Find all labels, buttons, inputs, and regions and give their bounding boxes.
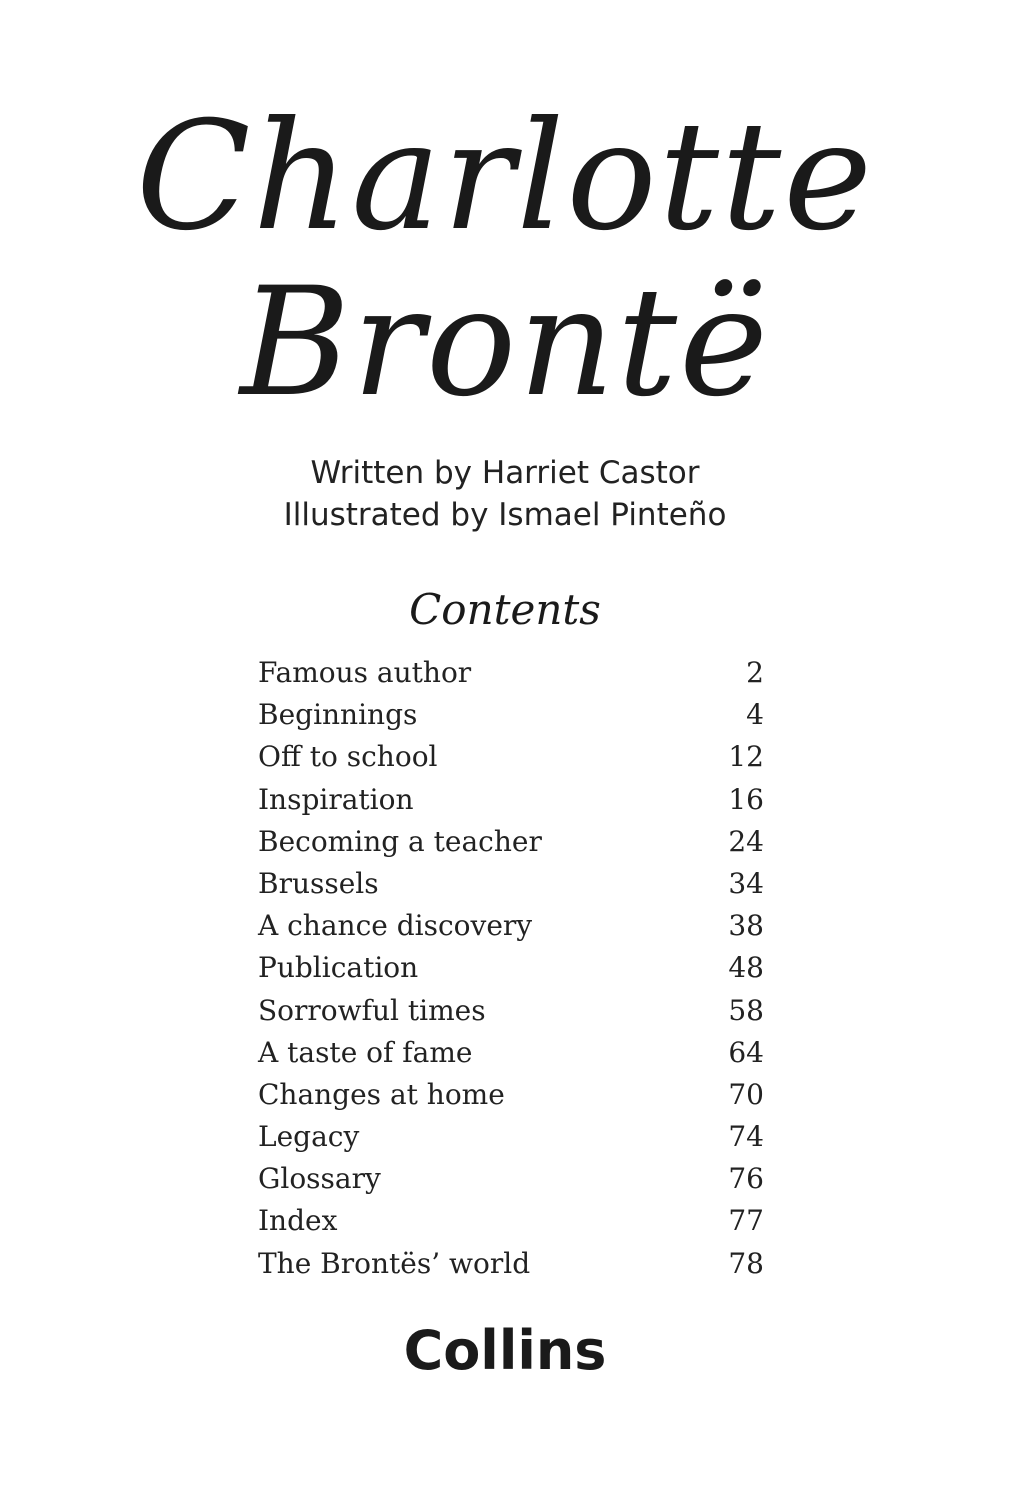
toc-entry-page: 58 <box>728 993 764 1027</box>
toc-entry-title: The Brontës’ world <box>258 1246 531 1280</box>
toc-entry-title: Glossary <box>258 1162 381 1196</box>
toc-entry[interactable] <box>258 736 764 778</box>
table-of-contents <box>258 652 764 1285</box>
toc-entry[interactable] <box>258 652 764 694</box>
contents-heading: Contents <box>409 585 601 634</box>
toc-entry-page: 4 <box>746 698 764 732</box>
toc-entry[interactable] <box>258 947 764 989</box>
toc-entry-page: 77 <box>728 1204 764 1238</box>
publisher-logo: Collins <box>403 1319 607 1382</box>
toc-entry[interactable] <box>258 1032 764 1074</box>
toc-entry-title: Index <box>258 1204 338 1238</box>
toc-entry-title: A chance discovery <box>258 909 533 943</box>
author-credit: Written by Harriet Castor <box>310 455 700 491</box>
toc-entry-page: 16 <box>728 782 764 816</box>
toc-entry-page: 78 <box>728 1246 764 1280</box>
toc-entry-page: 24 <box>728 824 764 858</box>
toc-entry-title: Publication <box>258 951 419 985</box>
toc-entry-page: 76 <box>728 1162 764 1196</box>
toc-entry-page: 64 <box>728 1035 764 1069</box>
toc-entry[interactable] <box>258 779 764 821</box>
toc-entry-page: 74 <box>728 1120 764 1154</box>
toc-entry-title: Inspiration <box>258 782 414 816</box>
toc-entry[interactable] <box>258 821 764 863</box>
toc-entry-title: Brussels <box>258 866 379 900</box>
toc-entry[interactable] <box>258 990 764 1032</box>
toc-entry-title: A taste of fame <box>258 1035 473 1069</box>
toc-entry[interactable] <box>258 863 764 905</box>
illustrator-credit: Illustrated by Ismael Pinteño <box>283 497 727 533</box>
toc-entry-title: Famous author <box>258 656 472 689</box>
toc-entry-page: 70 <box>728 1077 764 1111</box>
toc-entry-title: Beginnings <box>258 698 418 732</box>
toc-entry[interactable] <box>258 1200 764 1242</box>
toc-entry-title: Sorrowful times <box>258 993 486 1027</box>
book-title-line-1: Charlotte <box>135 90 875 264</box>
toc-entry-title: Legacy <box>258 1120 360 1154</box>
toc-entry-page: 38 <box>728 909 764 943</box>
toc-entry-page: 34 <box>728 866 764 900</box>
toc-entry[interactable] <box>258 694 764 736</box>
toc-entry[interactable] <box>258 1243 764 1285</box>
toc-entry-title: Becoming a teacher <box>258 824 542 858</box>
book-title-line-2: Brontë <box>240 256 770 430</box>
toc-entry[interactable] <box>258 1158 764 1200</box>
toc-entry-title: Off to school <box>258 740 438 774</box>
toc-entry[interactable] <box>258 1116 764 1158</box>
toc-entry-page: 12 <box>728 740 764 774</box>
toc-entry-title: Changes at home <box>258 1077 505 1111</box>
toc-entry-page: 48 <box>728 951 764 985</box>
toc-entry[interactable] <box>258 905 764 947</box>
toc-entry[interactable] <box>258 1074 764 1116</box>
toc-entry-page: 2 <box>746 656 764 689</box>
